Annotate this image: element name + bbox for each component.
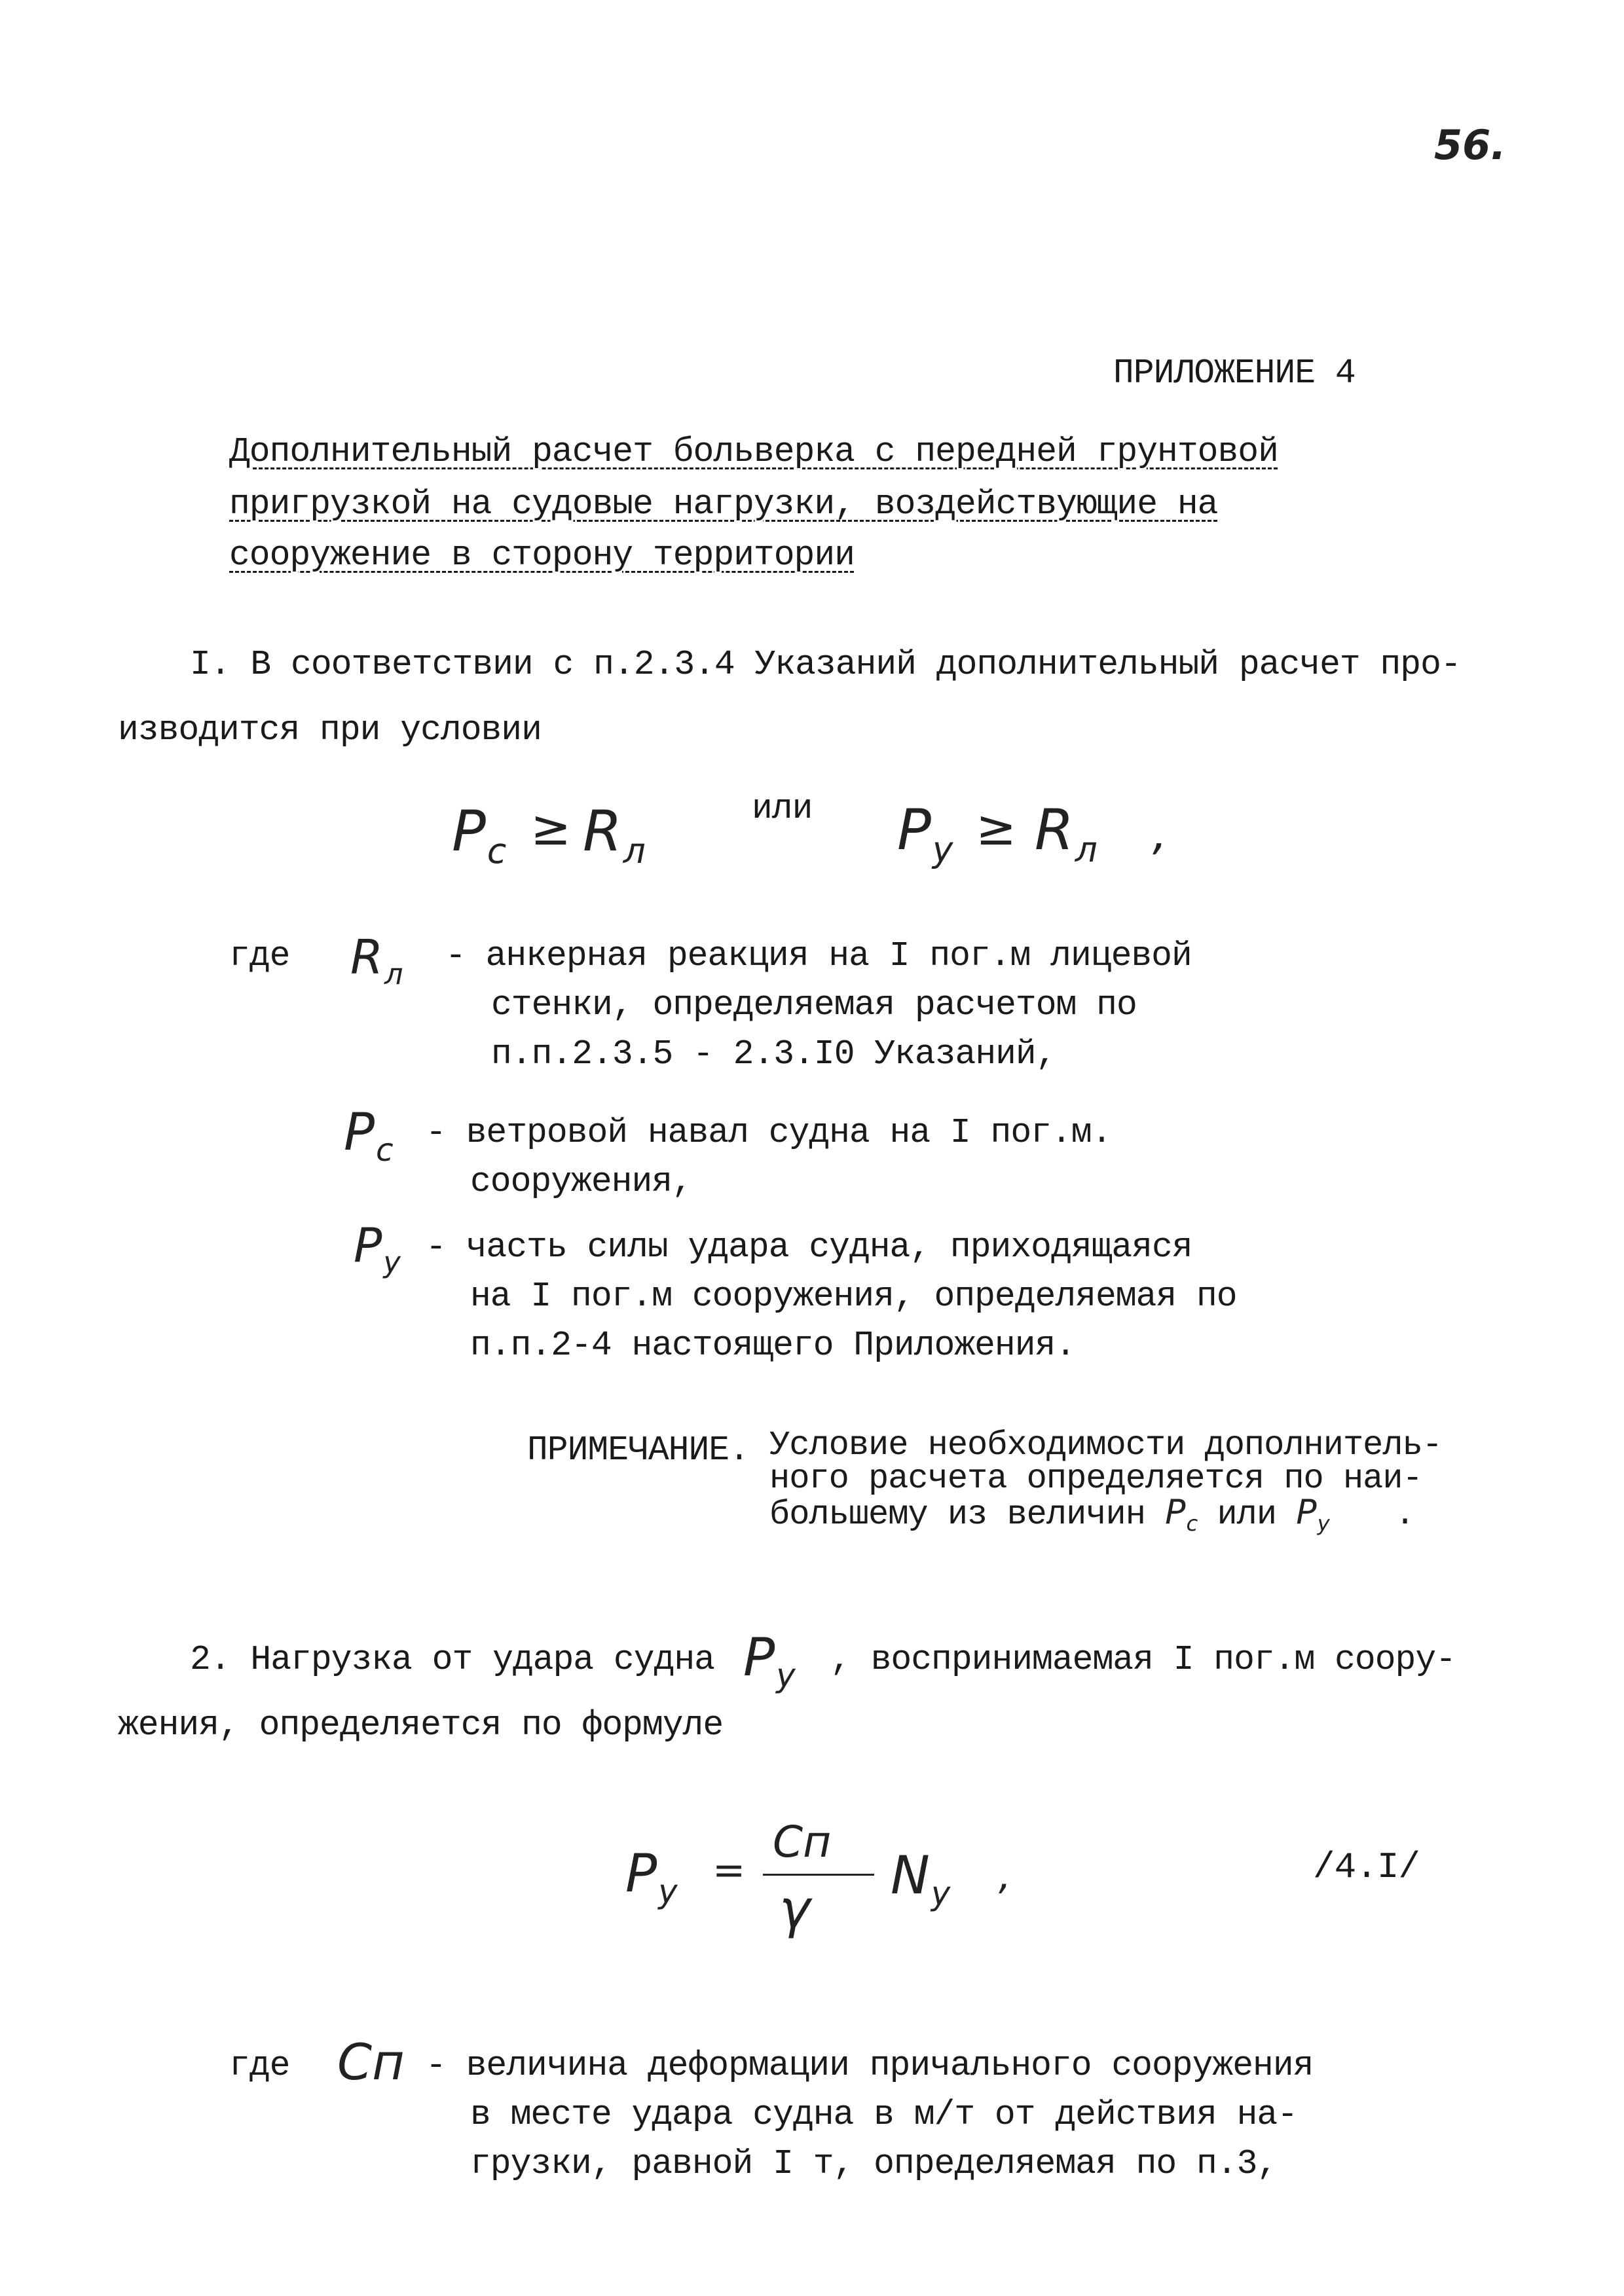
f41-eq: =	[712, 1848, 746, 1893]
def-pc-line-1: - ветровой навал судна на I пог.м.	[426, 1113, 1112, 1152]
where-label-2: где	[229, 2046, 290, 2085]
def-symbol-rl: $R_л$	[350, 930, 403, 991]
def-pc-line-2: сооружения,	[470, 1162, 692, 1201]
f41-numerator: Cп	[773, 1817, 832, 1867]
title-line-1: Дополнительный расчет больверка с передней грунтовой	[229, 432, 1278, 471]
f41-lhs: $P_у$	[625, 1843, 678, 1911]
section2-line-1a: 2. Нагрузка от удара судна	[190, 1640, 714, 1679]
formula-comma: ,	[1153, 807, 1168, 860]
note-line-2: ного расчета определяется по наи-	[769, 1459, 1422, 1498]
def-rl-line-1: - анкерная реакция на I пог.м лицевой	[445, 936, 1192, 975]
f41-factor: $N_у$	[891, 1845, 951, 1913]
page-number: 56.	[1434, 121, 1506, 169]
formula-ge-1: ≥	[530, 800, 572, 856]
section2-line-2: жения, определяется по формуле	[118, 1705, 724, 1745]
f41-fraction-bar	[763, 1874, 874, 1876]
where-label: где	[229, 936, 290, 975]
formula-connector: или	[752, 789, 813, 828]
formula-ge-2: ≥	[976, 800, 1017, 856]
def-cp-line-1: - величина деформации причального сооружения	[426, 2046, 1314, 2085]
f41-number: /4.I/	[1313, 1846, 1420, 1888]
appendix-label: ПРИЛОЖЕНИЕ 4	[1113, 354, 1356, 393]
formula-pc: $P_c$	[452, 799, 507, 871]
title-line-3: сооружение в сторону территории	[229, 536, 855, 575]
def-py-line-3: п.п.2-4 настоящего Приложения.	[470, 1326, 1076, 1365]
def-cp-line-2: в месте удара судна в м/т от действия на-	[470, 2095, 1298, 2134]
section2-line-1b: , воспринимаемая I пог.м соору-	[830, 1640, 1456, 1679]
formula-rl-1: $R_л$	[583, 799, 646, 871]
f41-denominator: γ	[779, 1879, 811, 1940]
formula-rl-2: $R_л$	[1035, 797, 1098, 870]
def-py-line-2: на I пог.м сооружения, определяемая по	[470, 1277, 1237, 1316]
def-symbol-cp: Cп	[337, 2033, 405, 2091]
section1-line-1: I. В соответствии с п.2.3.4 Указаний дополнительный расчет про-	[190, 645, 1461, 684]
f41-comma: ,	[999, 1853, 1012, 1899]
title-line-2: пригрузкой на судовые нагрузки, воздействующие на	[229, 484, 1218, 524]
def-py-line-1: - часть силы удара судна, приходящаяся	[426, 1228, 1192, 1267]
def-symbol-pc: $P_c$	[344, 1103, 394, 1169]
def-rl-line-3: п.п.2.3.5 - 2.3.I0 Указаний,	[491, 1034, 1056, 1074]
note-symbol-py: $P_у$	[1296, 1493, 1329, 1537]
section1-line-2: изводится при условии	[118, 710, 542, 750]
note-line-3: большему из величин $P_c$ или $P_у$ .	[769, 1493, 1415, 1537]
note-line-1: Условие необходимости дополнитель-	[769, 1426, 1442, 1465]
def-symbol-py: $P_у$	[354, 1218, 401, 1279]
section2-symbol-py: $P_у$	[743, 1627, 796, 1695]
def-cp-line-3: грузки, равной I т, определяемая по п.3,	[470, 2144, 1278, 2183]
def-rl-line-2: стенки, определяемая расчетом по	[491, 985, 1137, 1025]
note-symbol-pc: $P_c$	[1165, 1493, 1198, 1537]
note-label: ПРИМЕЧАНИЕ.	[527, 1430, 749, 1470]
formula-py: $P_у$	[897, 797, 953, 870]
